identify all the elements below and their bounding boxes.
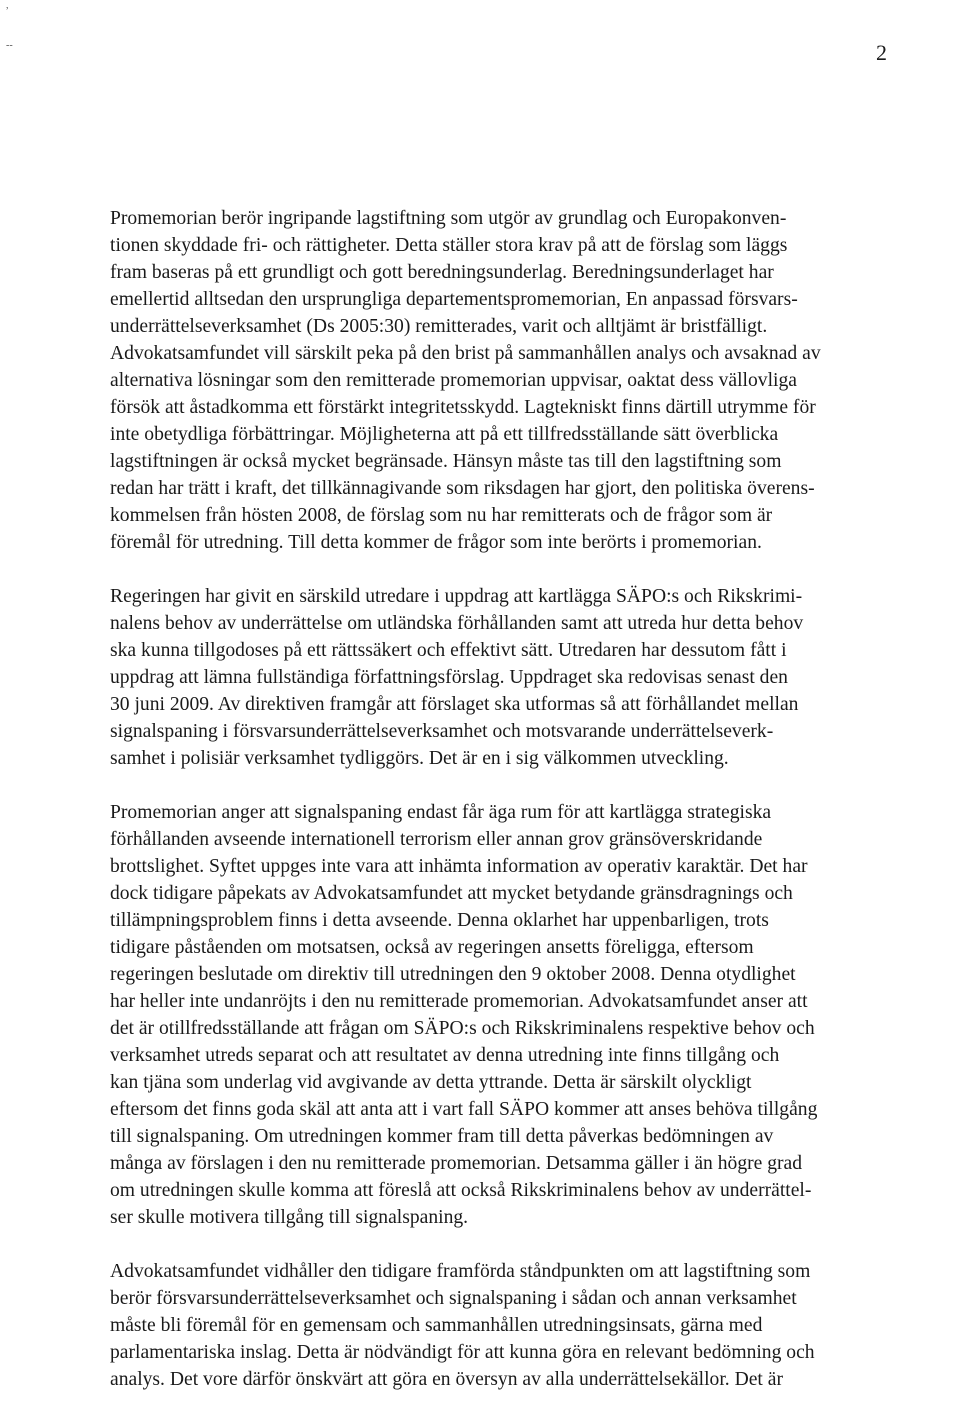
text-line: förhållanden avseende internationell terrorism eller annan grov gränsöverskridande xyxy=(110,829,763,850)
paragraph-2 xyxy=(110,583,910,772)
text-line: ska kunna tillgodoses på ett rättssäkert och effektivt sätt. Utredaren har dessutom fått i xyxy=(110,640,787,661)
text-line: kommelsen från hösten 2008, de förslag som nu har remitterats och de frågor som är xyxy=(110,505,773,526)
text-line: Regeringen har givit en särskild utredare i uppdrag att kartlägga SÄPO:s och Rikskrimi- xyxy=(110,586,803,607)
text-line: har heller inte undanröjts i den nu remitterade promemorian. Advokatsamfundet anser att xyxy=(110,991,808,1012)
text-line: regeringen beslutade om direktiv till utredningen den 9 oktober 2008. Denna otydlighet xyxy=(110,964,796,985)
paragraph-3 xyxy=(110,799,910,1231)
text-line: inte obetydliga förbättringar. Möjligheterna att på ett tillfredsställande sätt överblicka xyxy=(110,424,779,445)
scan-speck: , xyxy=(6,0,9,11)
text-line: emellertid alltsedan den ursprungliga departementspromemorian, En anpassad försvars- xyxy=(110,289,798,310)
text-line: analys. Det vore därför önskvärt att göra en översyn av alla underrättelsekällor. Det är xyxy=(110,1369,783,1390)
text-line: uppdrag att lämna fullständiga författningsförslag. Uppdraget ska redovisas senast den xyxy=(110,667,788,688)
text-line: lagstiftningen är också mycket begränsade. Hänsyn måste tas till den lagstiftning som xyxy=(110,451,782,472)
text-line: försök att åstadkomma ett förstärkt integritetsskydd. Lagtekniskt finns därtill utrymme för xyxy=(110,397,816,418)
text-line: till signalspaning. Om utredningen kommer fram till detta påverkas bedömningen av xyxy=(110,1126,774,1147)
text-line: parlamentariska inslag. Detta är nödvändigt för att kunna göra en relevant bedömning och xyxy=(110,1342,815,1363)
text-line: kan tjäna som underlag vid avgivande av detta yttrande. Detta är särskilt olyckligt xyxy=(110,1072,752,1093)
text-line: berör försvarsunderrättelseverksamhet och signalspaning i sådan och annan verksamhet xyxy=(110,1288,797,1309)
text-line: underrättelseverksamhet (Ds 2005:30) remitterades, varit och alltjämt är bristfälligt. xyxy=(110,316,768,337)
text-line: ser skulle motivera tillgång till signalspaning. xyxy=(110,1207,469,1228)
text-line: signalspaning i försvarsunderrättelseverksamhet och motsvarande underrättelseverk- xyxy=(110,721,774,742)
text-line: nalens behov av underrättelse om utländska förhållanden samt att utreda hur detta behov xyxy=(110,613,804,634)
scan-speck: -- xyxy=(6,40,13,51)
text-line: tidigare påståenden om motsatsen, också av regeringen ansetts föreligga, eftersom xyxy=(110,937,754,958)
text-line: brottslighet. Syftet uppges inte vara att inhämta information av operativ karaktär. Det har xyxy=(110,856,808,877)
text-line: många av förslagen i den nu remitterade promemorian. Detsamma gäller i än högre grad xyxy=(110,1153,803,1174)
paragraph-4 xyxy=(110,1258,910,1393)
text-line: tillämpningsproblem finns i detta avseende. Denna oklarhet har uppenbarligen, trots xyxy=(110,910,769,931)
text-line: 30 juni 2009. Av direktiven framgår att förslaget ska utformas så att förhållandet mellan xyxy=(110,694,799,715)
page-number: 2 xyxy=(876,40,887,65)
text-line: verksamhet utreds separat och att resultatet av denna utredning inte finns tillgång och xyxy=(110,1045,780,1066)
text-line: eftersom det finns goda skäl att anta att i vart fall SÄPO kommer att anses behöva tillgång xyxy=(110,1099,818,1120)
text-line: dock tidigare påpekats av Advokatsamfundet att mycket betydande gränsdragnings och xyxy=(110,883,793,904)
text-line: måste bli föremål för en gemensam och sammanhållen utredningsinsats, gärna med xyxy=(110,1315,763,1336)
text-line: fram baseras på ett grundligt och gott beredningsunderlag. Beredningsunderlaget har xyxy=(110,262,774,283)
paragraph-1 xyxy=(110,205,910,556)
text-line: det är otillfredsställande att frågan om SÄPO:s och Rikskriminalens respektive behov och xyxy=(110,1018,815,1039)
text-line: om utredningen skulle komma att föreslå att också Rikskriminalens behov av underrättel- xyxy=(110,1180,812,1201)
text-line: föremål för utredning. Till detta kommer de frågor som inte berörts i promemorian. xyxy=(110,532,762,553)
text-line: alternativa lösningar som den remitterade promemorian uppvisar, oaktat dess vällovliga xyxy=(110,370,797,391)
body-text xyxy=(110,205,910,1420)
text-line: tionen skyddade fri- och rättigheter. Detta ställer stora krav på att de förslag som läggs xyxy=(110,235,788,256)
text-line: redan har trätt i kraft, det tillkännagivande som riksdagen har gjort, den politiska överens- xyxy=(110,478,815,499)
text-line: Advokatsamfundet vill särskilt peka på den brist på sammanhållen analys och avsaknad av xyxy=(110,343,821,364)
text-line: Advokatsamfundet vidhåller den tidigare framförda ståndpunkten om att lagstiftning som xyxy=(110,1261,811,1282)
text-line: Promemorian anger att signalspaning endast får äga rum för att kartlägga strategiska xyxy=(110,802,772,823)
text-line: Promemorian berör ingripande lagstiftning som utgör av grundlag och Europakonven- xyxy=(110,208,787,229)
text-line: samhet i polisiär verksamhet tydliggörs. Det är en i sig välkommen utveckling. xyxy=(110,748,729,769)
